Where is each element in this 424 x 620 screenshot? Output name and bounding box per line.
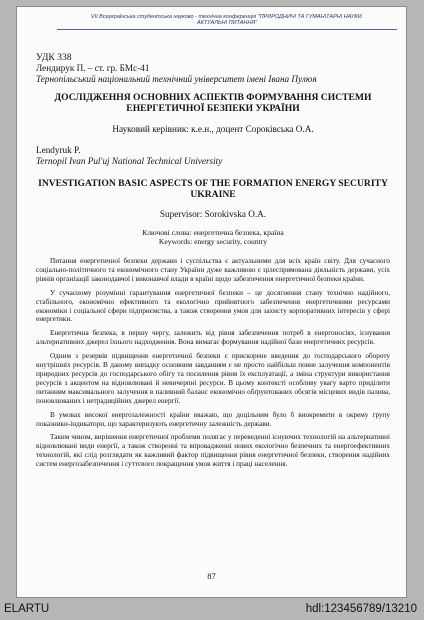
- conference-header: [57, 14, 397, 30]
- keywords-block: [36, 228, 390, 246]
- body-paragraph-6: Таким чином, вирішення енергетичної проблеми полягає у переведенні існуючих технологій на альтернативні відновлювані види енергії, а також створенні та впровадженні нових екологічно безпечних та енергоефективних технологій, які слід розглядати як важливий фактор підвищення рівня енергетичної безпеки, створення надійних систем енергозабезпечення і суттєвого покращення умов життя і праці населення.: [36, 433, 390, 469]
- author-ua: Лендирук П. – ст. гр. БМс-41: [36, 63, 150, 73]
- handle-identifier: hdl:123456789/13210: [305, 603, 417, 615]
- author-en: Lendyruk P.: [36, 145, 81, 155]
- body-paragraph-4: Одним з резервів підвищення енергетичної безпеки є прискорене введення до господарського обороту внутрішніх ресурсів. В даному випадку основним завданням є не просто найбільш повне залучення компонентів природних ресурсів до господарського обігу та посилення рівня їх експлуатації, а зміна структури використання ресурсів з акцентом на відновлювані й невичерпні ресурси. В цьому контексті особливу увагу варто приділити питанням максимального залучення в паливний баланс економічно обґрунтованих обсягів місцевих видів палива, поновлюваних і нетрадиційних джерел енергії.: [36, 352, 390, 405]
- udk-code: УДК 338: [36, 52, 72, 63]
- document-page: [16, 6, 407, 598]
- body-paragraph-1: Питання енергетичної безпеки держави і суспільства є актуальними для всіх країн світу. Для сучасного соціально-політичного та економічного стану України дуже важливою є цілеспрямована діяльність держави, усіх рівнів організації законодавчої і виконавчої влади в країні щодо забезпечення енергетичної безпеки країни.: [36, 257, 390, 283]
- body-paragraph-3: Енергетична безпека, в першу чергу, залежить від рівня забезпечення потреб в енергоносіях, існування альтернативних джерел їхнього надходження. Вона вимагає формування надійної бази енергетичних ресурсів.: [36, 329, 390, 347]
- affiliation-ua: Тернопільський національний технічний університет імені Івана Пулюя: [36, 74, 317, 84]
- supervisor-ua: Науковий керівник: к.е.н., доцент Сороківська О.А.: [112, 124, 314, 134]
- repository-name: ELARTU: [4, 603, 50, 615]
- body-paragraph-2: У сучасному розумінні гарантування енергетичної безпеки – це досягнення стану технічно надійного, стабільного, економічно ефективного та екологічно прийнятного забезпечення енергетичними ресурсами економіки і соціальної сфери підприємства, а також створення умов для захисту корпоративних інтересів у сфері енергетики.: [36, 288, 390, 324]
- conference-header-line-1: VII Всеукраїнська студентська науково - технічна конференція "ПРИРОДНИЧІ ТА ГУМАНІТАРНІ НАУКИ.: [90, 14, 364, 20]
- page-number: 87: [207, 571, 216, 581]
- keywords-en: Keywords: energy security, country: [158, 237, 268, 246]
- paper-content: [36, 52, 390, 474]
- repository-footer: [0, 600, 424, 620]
- supervisor-en: Supervisor: Sorokivska O.A.: [159, 209, 267, 219]
- body-paragraph-5: В умовах високої енергозалежності країни вважаю, що доцільним було б виокремити в окрему групу показники-індикатори, що характеризують енергетичну залежність держави.: [36, 410, 390, 428]
- keywords-ua: Ключові слова: енергетична безпека, країна: [142, 228, 284, 237]
- paper-body: [36, 257, 390, 469]
- conference-header-line-2: АКТУАЛЬНІ ПИТАННЯ": [196, 20, 258, 27]
- paper-title-ua: ДОСЛІДЖЕННЯ ОСНОВНИХ АСПЕКТІВ ФОРМУВАННЯ СИСТЕМИ ЕНЕРГЕТИЧНОЇ БЕЗПЕКИ УКРАЇНИ: [54, 92, 372, 114]
- paper-title-en: INVESTIGATION BASIC ASPECTS OF THE FORMATION ENERGY SECURITY UKRAINE: [38, 178, 388, 200]
- affiliation-en: Ternopil Ivan Pul'uj National Technical University: [36, 156, 223, 166]
